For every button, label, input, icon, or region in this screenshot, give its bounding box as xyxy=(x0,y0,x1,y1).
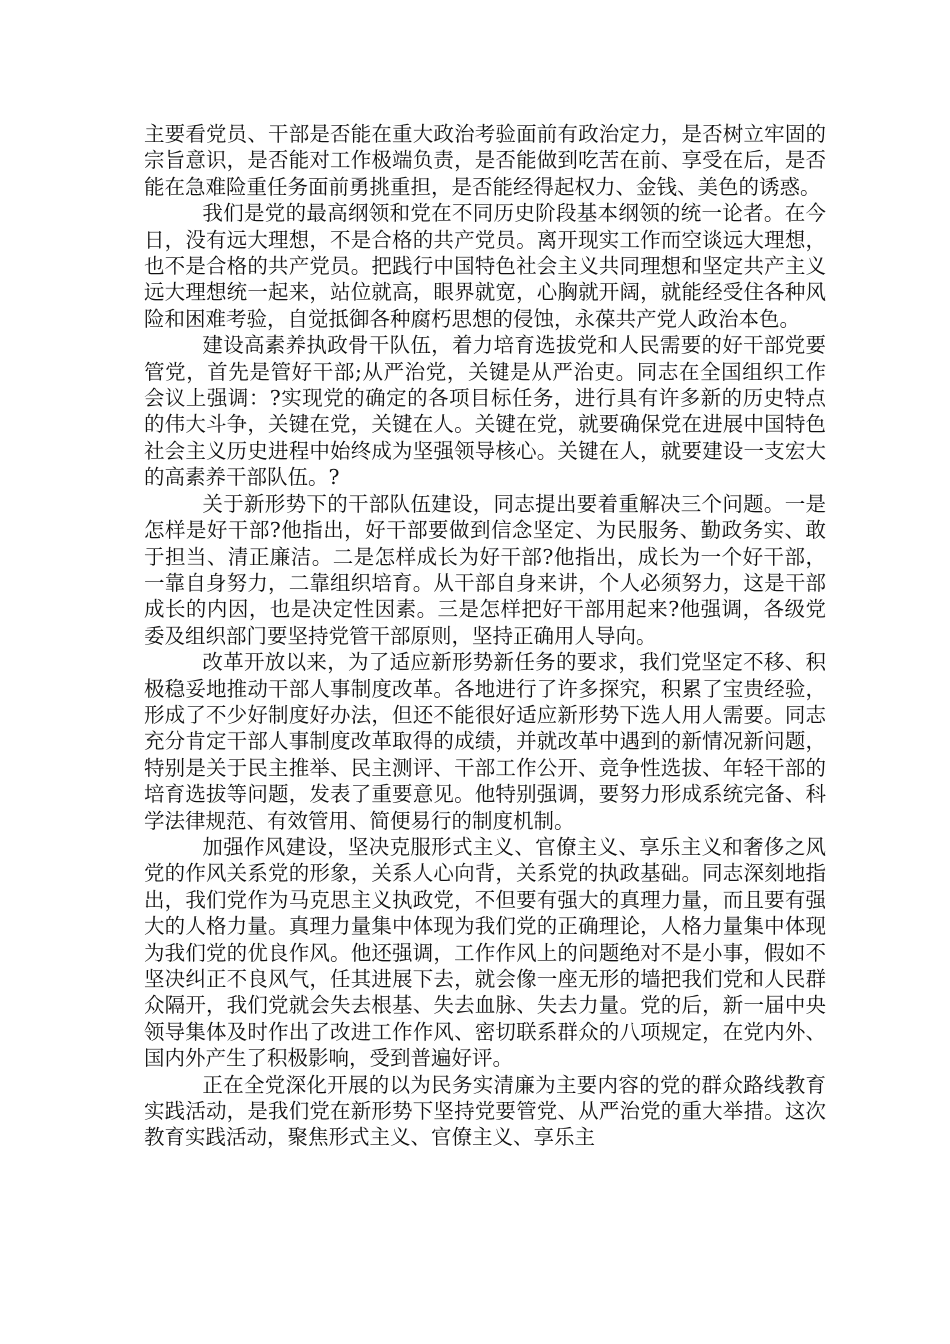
paragraph: 建设高素养执政骨干队伍，着力培育选拔党和人民需要的好干部党要管党，首先是管好干部;从严治党，关键是从严治吏。同志在全国组织工作会议上强调：?实现党的确定的各项目标任务，进行具有许多新的历史特点的伟大斗争，关键在党，关键在人。关键在党，就要确保党在进展中国特色社会主义历史进程中始终成为坚强领导核心。关键在人，就要建设一支宏大的高素养干部队伍。? xyxy=(144,333,826,490)
paragraph-continuation: 主要看党员、干部是否能在重大政治考验面前有政治定力，是否树立牢固的宗旨意识，是否能对工作极端负责，是否能做到吃苦在前、享受在后，是否能在急难险重任务面前勇挑重担，是否能经得起权力、金钱、美色的诱惑。 xyxy=(144,122,826,199)
paragraph: 我们是党的最高纲领和党在不同历史阶段基本纲领的统一论者。在今日，没有远大理想，不是合格的共产党员。离开现实工作而空谈远大理想，也不是合格的共产党员。把践行中国特色社会主义共同理想和坚定共产主义远大理想统一起来，站位就高，眼界就宽，心胸就开阔，就能经受住各种风险和困难考验，自觉抵御各种腐朽思想的侵蚀，永葆共产党人政治本色。 xyxy=(144,201,826,331)
paragraph: 关于新形势下的干部队伍建设，同志提出要着重解决三个问题。一是怎样是好干部?他指出，好干部要做到信念坚定、为民服务、勤政务实、敢于担当、清正廉洁。二是怎样成长为好干部?他指出，成长为一个好干部，一靠自身努力，二靠组织培育。从干部自身来讲，个人必须努力，这是干部成长的内因，也是决定性因素。三是怎样把好干部用起来?他强调，各级党委及组织部门要坚持党管干部原则，坚持正确用人导向。 xyxy=(144,491,826,648)
paragraph: 加强作风建设，坚决克服形式主义、官僚主义、享乐主义和奢侈之风 党的作风关系党的形象，关系人心向背，关系党的执政基础。同志深刻地指出，我们党作为马克思主义执政党，不但要有强大的真理力量，而且要有强大的人格力量。真理力量集中体现为我们党的正确理论，人格力量集中体现为我们党的优良作风。他还强调，工作作风上的问题绝对不是小事，假如不坚决纠正不良风气，任其进展下去，就会像一座无形的墙把我们党和人民群众隔开，我们党就会失去根基、失去血脉、失去力量。党的后，新一届中央领导集体及时作出了改进工作作风、密切联系群众的八项规定，在党内外、国内外产生了积极影响，受到普遍好评。 xyxy=(144,834,826,1071)
document-body xyxy=(144,121,826,1151)
paragraph: 正在全党深化开展的以为民务实清廉为主要内容的党的群众路线教育实践活动，是我们党在新形势下坚持党要管党、从严治党的重大举措。这次教育实践活动，聚焦形式主义、官僚主义、享乐主 xyxy=(144,1072,826,1150)
paragraph: 改革开放以来，为了适应新形势新任务的要求，我们党坚定不移、积极稳妥地推动干部人事制度改革。各地进行了许多探究，积累了宝贵经验，形成了不少好制度好办法，但还不能很好适应新形势下选人用人需要。同志充分肯定干部人事制度改革取得的成绩，并就改革中遇到的新情况新问题，特别是关于民主推举、民主测评、干部工作公开、竞争性选拔、年轻干部的培育选拔等问题，发表了重要意见。他特别强调，要努力形成系统完备、科学法律规范、有效管用、简便易行的制度机制。 xyxy=(144,650,826,833)
